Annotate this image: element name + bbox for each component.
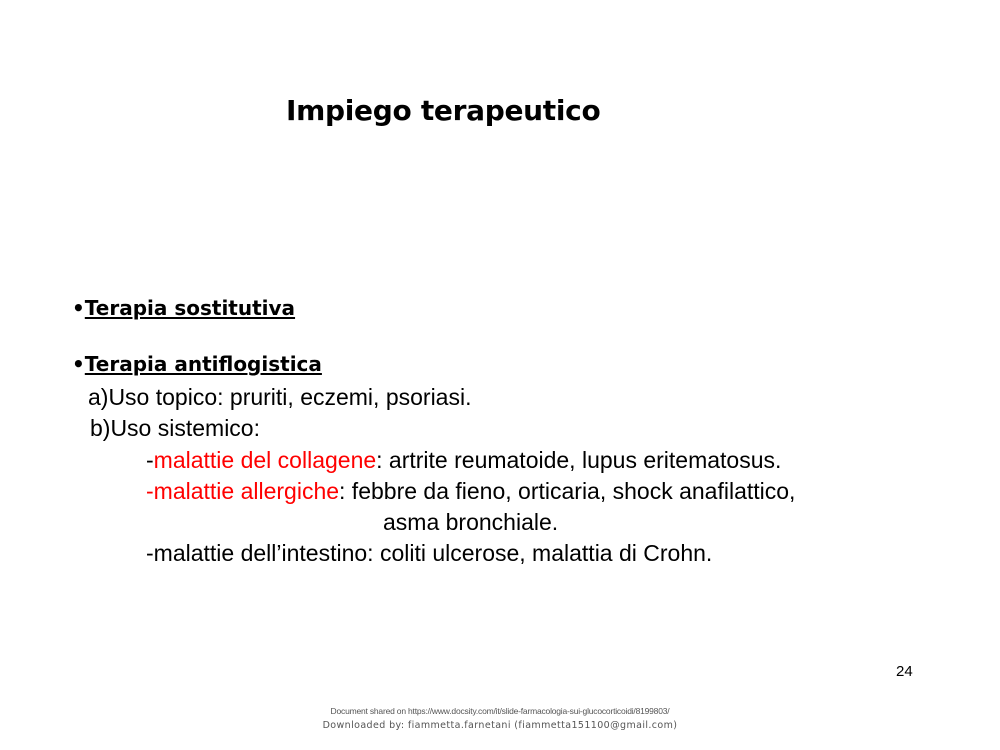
line-malattie-intestino: -malattie dell’intestino: coliti ulcerose, malattia di Crohn. <box>146 540 713 566</box>
term-malattie-collagene: malattie del collagene <box>153 447 377 473</box>
line-malattie-collagene <box>146 446 781 474</box>
collagen-description: : artrite reumatoide, lupus eritematosus. <box>376 447 782 473</box>
slide-title: Impiego terapeutico <box>286 94 601 127</box>
line-allergiche-continuation: asma bronchiale. <box>383 509 559 535</box>
bullet-label: Terapia sostitutiva <box>84 296 296 320</box>
dash: - <box>146 447 154 473</box>
bullet-terapia-sostitutiva <box>72 296 295 320</box>
line-uso-topico: a)Uso topico: pruriti, eczemi, psoriasi. <box>88 384 472 410</box>
line-malattie-allergiche <box>146 477 795 505</box>
page-number: 24 <box>896 663 913 680</box>
footer-shared-link[interactable]: Document shared on https://www.docsity.com/it/slide-farmacologia-sui-glucocorticoidi/8199803/ <box>330 706 670 716</box>
allergic-description: : febbre da fieno, orticaria, shock anafilattico, <box>339 478 796 504</box>
bullet-marker: • <box>72 296 85 320</box>
term-malattie-allergiche: -malattie allergiche <box>146 478 340 504</box>
bullet-label: Terapia antiflogistica <box>84 352 322 376</box>
line-uso-sistemico: b)Uso sistemico: <box>90 415 260 441</box>
footer-downloaded-by: Downloaded by: fiammetta.farnetani (fiammetta151100@gmail.com) <box>322 720 678 731</box>
bullet-terapia-antiflogistica <box>72 352 322 376</box>
bullet-marker: • <box>72 352 85 376</box>
